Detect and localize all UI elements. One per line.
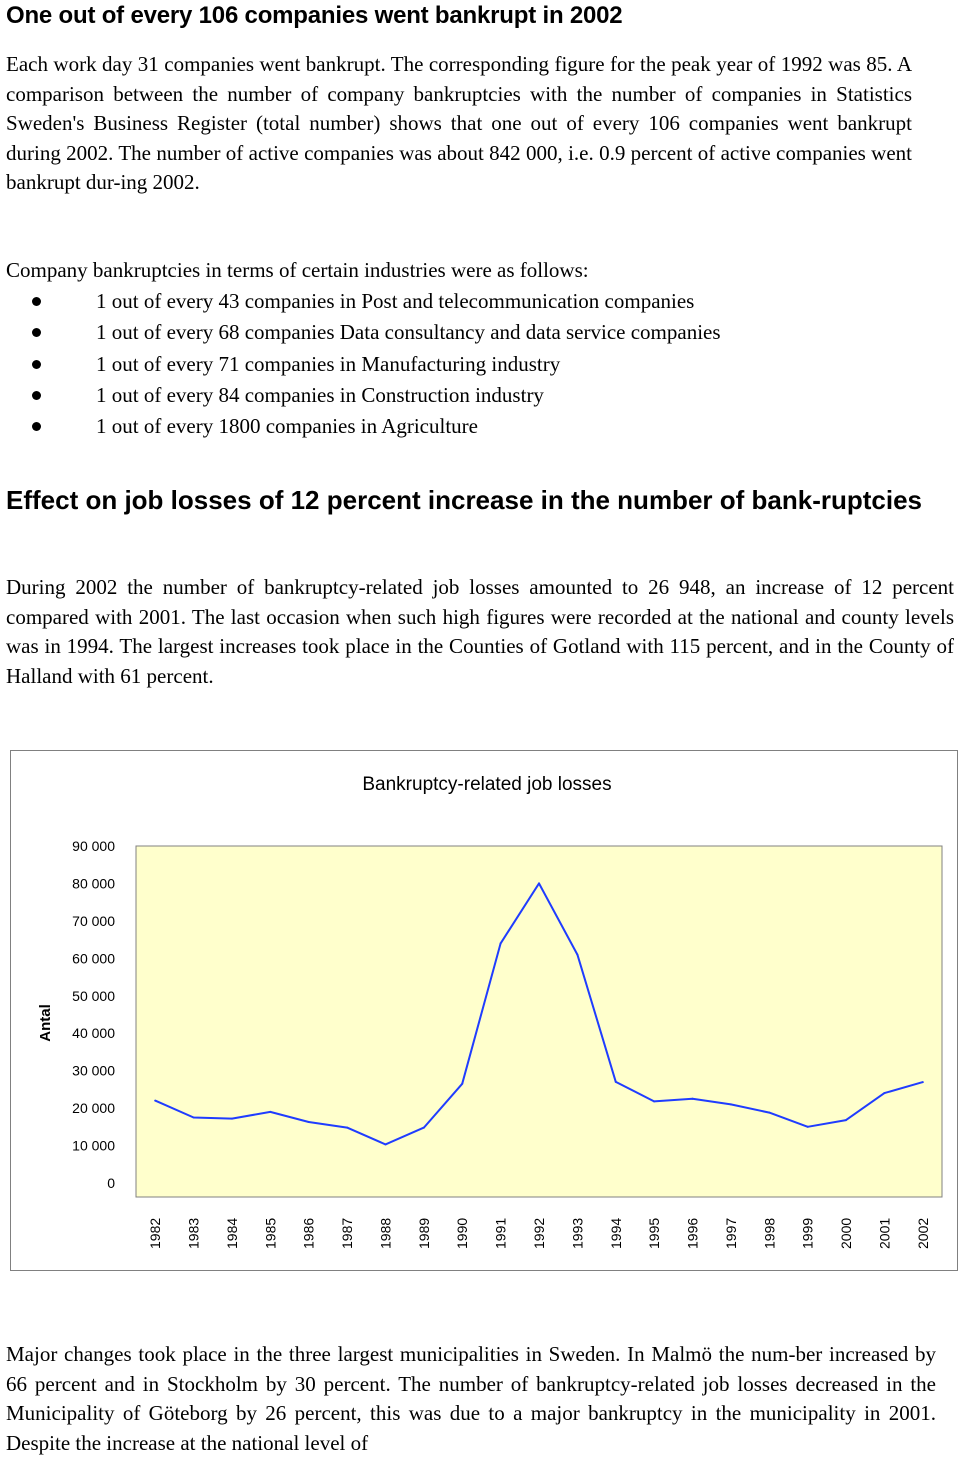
paragraph-bankruptcy-summary: Each work day 31 companies went bankrupt. The corresponding figure for the peak year of 1992 was 85. A comparison between the number of company bankruptcies with the number of companies in Statistics Sweden's Business Register (total number) shows that one out of every 106 companies went bankrupt during 2002. The number of active companies was about 842 000, i.e. 0.9 percent of active companies went bankrupt dur-ing 2002. [6, 52, 912, 194]
data-point [807, 1126, 809, 1128]
industry-item-text: 1 out of every 68 companies Data consultancy and data service companies [96, 320, 721, 345]
y-tick-label: 50 000 [72, 987, 115, 1004]
x-tick-label: 1982 [147, 1217, 164, 1249]
data-point [922, 1081, 924, 1083]
x-tick-label: 2002 [914, 1217, 931, 1249]
chart-title: Bankruptcy-related job losses [362, 774, 612, 795]
bullet-icon [32, 391, 41, 400]
x-tick-label: 1999 [799, 1217, 816, 1249]
data-point [346, 1127, 348, 1129]
x-tick-label: 1987 [339, 1217, 356, 1249]
data-point [154, 1100, 156, 1102]
x-tick-label: 2000 [838, 1217, 855, 1249]
data-point [500, 942, 502, 944]
x-tick-label: 1990 [454, 1217, 471, 1249]
chart-frame [10, 750, 958, 1271]
data-point [538, 882, 540, 884]
x-tick-label: 1997 [722, 1217, 739, 1249]
data-point [231, 1118, 233, 1120]
x-tick-label: 1993 [569, 1217, 586, 1249]
x-tick-label: 1988 [377, 1217, 394, 1249]
y-axis-ticks [72, 838, 115, 1191]
data-point [576, 954, 578, 956]
x-tick-label: 2001 [876, 1217, 893, 1249]
x-tick-label: 1996 [684, 1217, 701, 1249]
data-point [461, 1083, 463, 1085]
data-point [768, 1112, 770, 1114]
industry-item-text: 1 out of every 43 companies in Post and telecommunication companies [96, 289, 695, 313]
y-tick-label: 90 000 [72, 838, 115, 854]
paragraph-job-losses: During 2002 the number of bankruptcy-related job losses amounted to 26 948, an increase of 12 percent compared with 2001. The last occasion when such high figures were recorded at the national and county levels was in 1994. The largest increases took place in the Counties of Gotland with 115 percent, and in the County of Halland with 61 percent. [6, 575, 954, 688]
y-tick-label: 40 000 [72, 1025, 115, 1042]
industries-intro: Company bankruptcies in terms of certain industries were as follows: [6, 258, 589, 282]
data-point [883, 1092, 885, 1094]
y-tick-label: 30 000 [72, 1062, 115, 1079]
data-point [730, 1103, 732, 1105]
data-point [615, 1081, 617, 1083]
y-tick-label: 70 000 [72, 912, 115, 929]
industry-item-text: 1 out of every 1800 companies in Agriculture [96, 414, 478, 439]
paragraph-municipalities: Major changes took place in the three largest municipalities in Sweden. In Malmö the num-ber increased by 66 percent and in Stockholm by 30 percent. The number of bankruptcy-related job losses decreased in the Municipality of Göteborg by 26 percent, this was due to a major bankruptcy in the municipality in 2001. Despite the increase at the national level of [6, 1342, 936, 1455]
x-tick-label: 1989 [415, 1217, 432, 1249]
y-tick-label: 20 000 [72, 1100, 115, 1117]
data-point [653, 1100, 655, 1102]
bullet-icon [32, 422, 41, 431]
data-point [269, 1111, 271, 1113]
x-tick-label: 1995 [646, 1217, 663, 1249]
heading-bankruptcy-rate: One out of every 106 companies went bankrupt in 2002 [6, 2, 623, 29]
data-point [692, 1098, 694, 1100]
x-axis-ticks [147, 1218, 931, 1249]
industry-item-text: 1 out of every 71 companies in Manufacturing industry [96, 351, 561, 376]
x-tick-label: 1985 [262, 1217, 279, 1249]
y-tick-label: 10 000 [72, 1137, 115, 1154]
y-tick-label: 60 000 [72, 950, 115, 967]
heading-job-losses: Effect on job losses of 12 percent increase in the number of bank-ruptcies [6, 485, 922, 515]
data-point [845, 1119, 847, 1121]
data-point [385, 1143, 387, 1145]
x-tick-label: 1983 [185, 1217, 202, 1249]
bullet-icon [32, 297, 41, 306]
data-point [423, 1127, 425, 1129]
x-tick-label: 1984 [223, 1217, 240, 1249]
data-point [308, 1121, 310, 1123]
y-tick-label: 80 000 [72, 875, 115, 892]
plot-area [136, 846, 942, 1197]
data-point [193, 1117, 195, 1119]
y-axis-label: Antal [37, 1004, 54, 1042]
bullet-icon [32, 328, 41, 337]
x-tick-label: 1986 [300, 1217, 317, 1249]
x-tick-label: 1998 [761, 1217, 778, 1249]
x-tick-label: 1991 [492, 1217, 509, 1249]
job-losses-chart [11, 751, 957, 1270]
x-tick-label: 1994 [607, 1217, 624, 1249]
bullet-icon [32, 360, 41, 369]
x-tick-label: 1992 [531, 1217, 547, 1249]
industry-item-text: 1 out of every 84 companies in Construction industry [96, 382, 544, 407]
y-tick-label: 0 [107, 1175, 115, 1191]
